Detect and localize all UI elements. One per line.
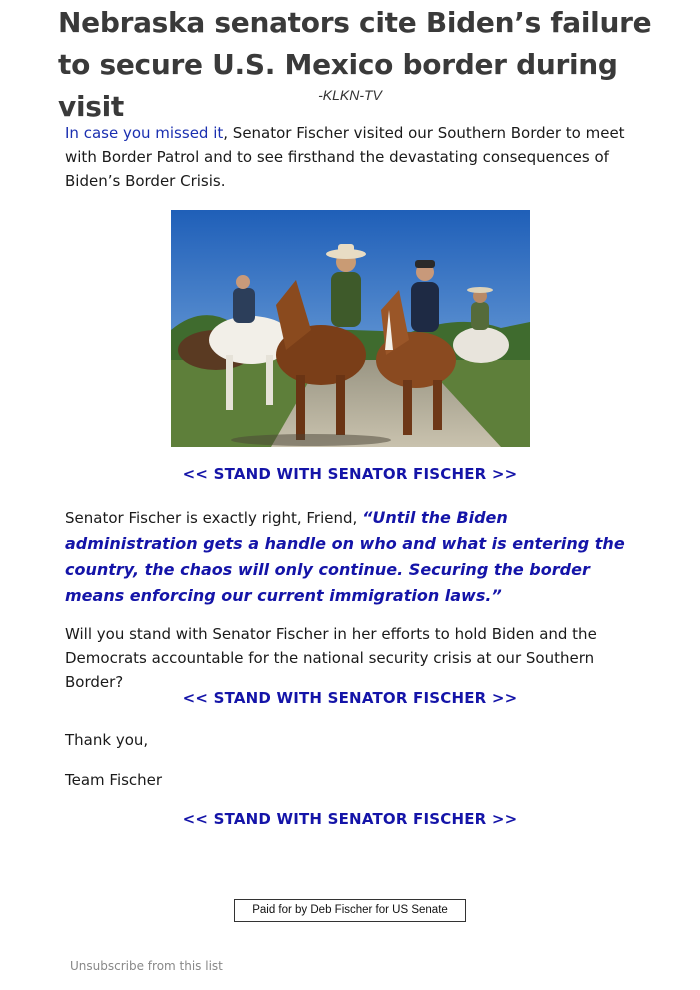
border-visit-photo: [171, 210, 530, 447]
quote-paragraph: [65, 505, 645, 609]
intro-text: , Senator Fischer visited our Southern Border to meet with Border Patrol and to see firsthand the devastating consequences of Biden’s Border Crisis.: [65, 124, 625, 190]
fischer-quote: “Until the Biden administration gets a handle on who and what is entering the country, the chaos will only continue. Securing the border means enforcing our current immigration laws.”: [65, 508, 625, 605]
headline: Nebraska senators cite Biden’s failure to secure U.S. Mexico border during visit: [58, 6, 652, 123]
signature: Team Fischer: [65, 771, 163, 789]
ask-paragraph: Will you stand with Senator Fischer in her efforts to hold Biden and the Democrats accountable for the national security crisis at our Southern Border?: [65, 625, 597, 691]
thanks-text: Thank you,: [65, 731, 149, 749]
photo-illustration: [171, 210, 530, 447]
unsubscribe-link[interactable]: Unsubscribe from this list: [70, 959, 223, 973]
source-credit: -KLKN-TV: [318, 87, 382, 103]
stand-with-fischer-link-1[interactable]: << STAND WITH SENATOR FISCHER >>: [182, 465, 518, 483]
stand-with-fischer-link-3[interactable]: << STAND WITH SENATOR FISCHER >>: [182, 810, 518, 828]
missed-it-link[interactable]: In case you missed it: [65, 124, 224, 142]
quote-lead: Senator Fischer is exactly right, Friend,: [65, 509, 363, 527]
intro-paragraph: [65, 121, 645, 193]
paid-for-disclaimer: Paid for by Deb Fischer for US Senate: [234, 899, 466, 922]
stand-with-fischer-link-2[interactable]: << STAND WITH SENATOR FISCHER >>: [182, 689, 518, 707]
